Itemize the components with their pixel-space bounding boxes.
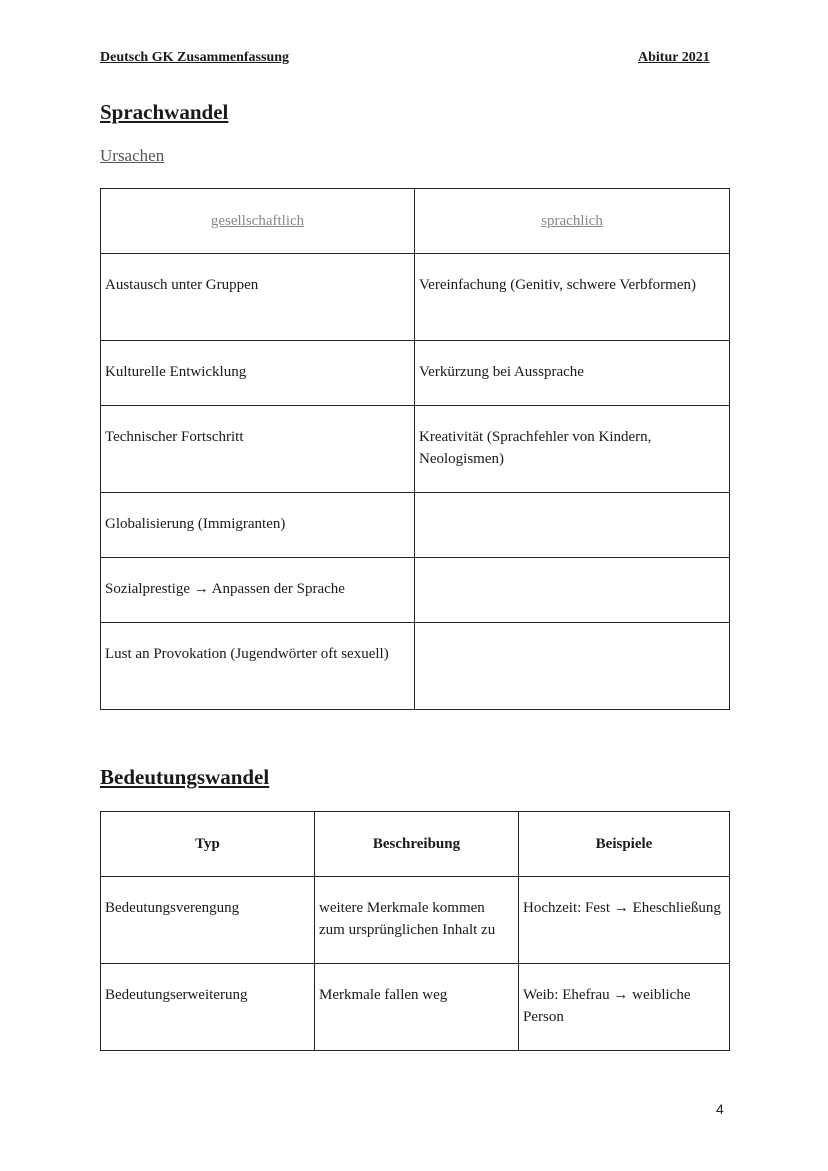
table-cell: Merkmale fallen weg <box>315 964 519 1051</box>
column-header: Beschreibung <box>315 812 519 877</box>
table-row <box>101 406 730 493</box>
table-cell: Weib: Ehefrau → weibliche Person <box>519 964 730 1051</box>
table-cell: Kreativität (Sprachfehler von Kindern, Neologismen) <box>415 406 730 493</box>
table-cell: Hochzeit: Fest → Eheschließung <box>519 877 730 964</box>
table-header-row <box>101 189 730 254</box>
page-number: 4 <box>716 1101 724 1117</box>
table-row <box>101 877 730 964</box>
ursachen-table <box>100 188 730 710</box>
section-title-sprachwandel: Sprachwandel <box>100 100 229 124</box>
table-cell: weitere Merkmale kommen zum ursprünglichen Inhalt zu <box>315 877 519 964</box>
table-row <box>101 964 730 1051</box>
table-row <box>101 558 730 623</box>
table-cell <box>415 558 730 623</box>
column-header: Typ <box>101 812 315 877</box>
table-cell: Austausch unter Gruppen <box>101 254 415 341</box>
document-header-exam: Abitur 2021 <box>638 50 710 65</box>
table-cell: Bedeutungsverengung <box>101 877 315 964</box>
table-row <box>101 254 730 341</box>
table-row <box>101 341 730 406</box>
table-cell: Sozialprestige → Anpassen der Sprache <box>101 558 415 623</box>
column-header: gesellschaftlich <box>101 189 415 254</box>
table-cell: Vereinfachung (Genitiv, schwere Verbformen) <box>415 254 730 341</box>
table-cell: Lust an Provokation (Jugendwörter oft sexuell) <box>101 623 415 710</box>
table-row <box>101 623 730 710</box>
table-cell: Bedeutungserweiterung <box>101 964 315 1051</box>
column-header: sprachlich <box>415 189 730 254</box>
table-row <box>101 493 730 558</box>
table-header-row <box>101 812 730 877</box>
table-cell <box>415 623 730 710</box>
bedeutungswandel-table <box>100 811 730 1051</box>
section-title-bedeutungswandel: Bedeutungswandel <box>100 765 270 789</box>
column-header: Beispiele <box>519 812 730 877</box>
table-cell: Verkürzung bei Aussprache <box>415 341 730 406</box>
table-cell: Kulturelle Entwicklung <box>101 341 415 406</box>
table-cell: Technischer Fortschritt <box>101 406 415 493</box>
table-cell: Globalisierung (Immigranten) <box>101 493 415 558</box>
document-header-title: Deutsch GK Zusammenfassung <box>100 50 290 65</box>
section-subtitle-ursachen: Ursachen <box>100 146 165 165</box>
table-cell <box>415 493 730 558</box>
